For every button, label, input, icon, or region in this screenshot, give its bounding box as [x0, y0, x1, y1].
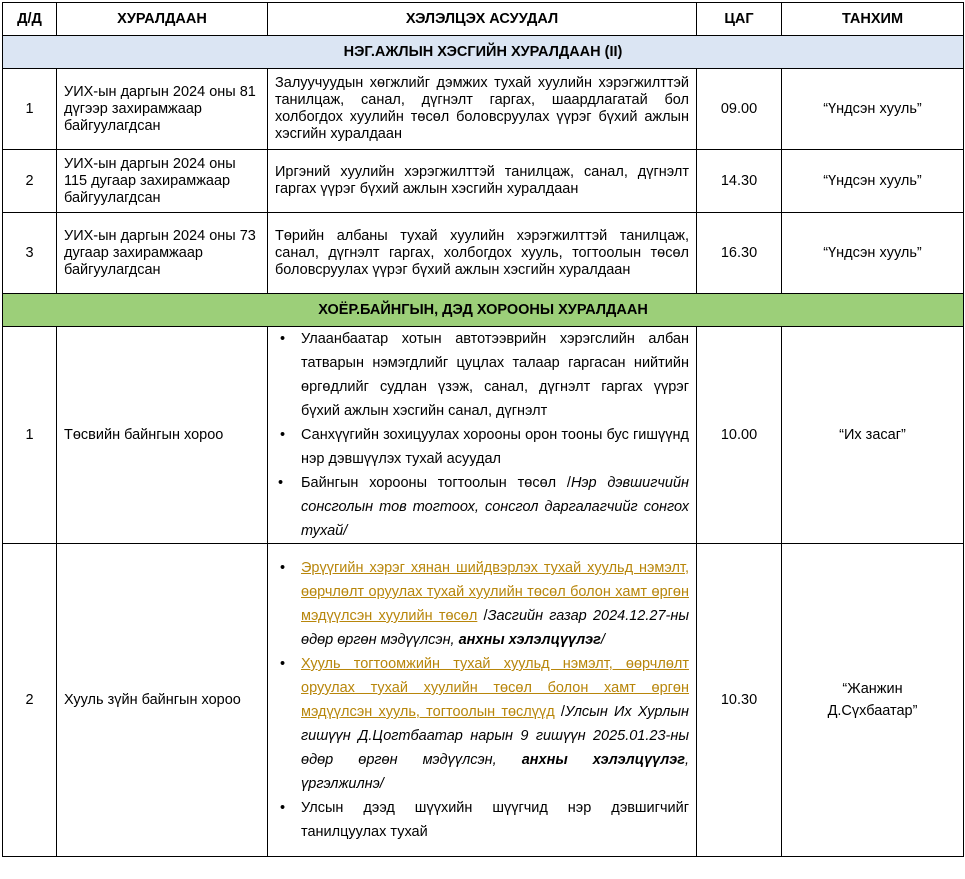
- meeting-name: Төсвийн байнгын хороо: [57, 327, 268, 544]
- meeting-room: “Үндсэн хууль”: [782, 150, 964, 213]
- room-name-line: “Жанжин: [842, 681, 903, 697]
- row-number: 1: [3, 327, 57, 544]
- header-num: Д/Д: [3, 3, 57, 36]
- list-item: [301, 652, 689, 796]
- agenda-item-note: Нэр дэвшигчийн сонсголын тов тогтоох, сонсгол даргалагчийг сонгох тухай: [301, 475, 689, 539]
- header-topic: ХЭЛЭЛЦЭХ АСУУДАЛ: [268, 3, 697, 36]
- bill-link[interactable]: Эрүүгийн хэрэг хянан шийдвэрлэх тухай хуульд нэмэлт, өөрчлөлт оруулах тухай хуулийн төсөл болон хамт өргөн мэдүүлсэн хуулийн төсөл: [301, 560, 689, 624]
- section-title: НЭГ.АЖЛЫН ХЭСГИЙН ХУРАЛДААН (II): [3, 36, 964, 69]
- agenda-item-note-end: /: [343, 523, 348, 539]
- table-row: [3, 150, 964, 213]
- agenda-topic: Төрийн албаны тухай хуулийн хэрэгжилттэй танилцаж, санал, дүгнэлт гаргах, холбогдох хууль, тогтоолын төсөл боловсруулах үүрэг бүхий ажлын хэсгийн хуралдаан: [268, 213, 697, 294]
- agenda-item-note: Засгийн газар 2024.12.27-ны өдөр өргөн мэдүүлсэн,: [301, 608, 689, 648]
- meeting-room: “Их засаг”: [782, 327, 964, 544]
- row-number: 3: [3, 213, 57, 294]
- agenda-item-bracket: /: [379, 776, 384, 792]
- agenda-list-cell: [268, 544, 697, 857]
- meeting-name: УИХ-ын даргын 2024 оны 81 дүгээр захирамжаар байгуулагдсан: [57, 69, 268, 150]
- section-header-committees: [3, 294, 964, 327]
- row-number: 2: [3, 150, 57, 213]
- agenda-topic: Залуучуудын хөгжлийг дэмжих тухай хуулийн хэрэгжилттэй танилцаж, санал, дүгнэлт гаргах, шаардлагатай бол холбогдох хуулийн төсөл боловсруулах үүрэг бүхий ажлын хэсгийн хуралдаан: [268, 69, 697, 150]
- section-title: ХОЁР.БАЙНГЫН, ДЭД ХОРООНЫ ХУРАЛДААН: [3, 294, 964, 327]
- agenda-item-stage: анхны хэлэлцүүлэг: [521, 752, 685, 768]
- meeting-name: УИХ-ын даргын 2024 оны 73 дугаар захирамжаар байгуулагдсан: [57, 213, 268, 294]
- list-item: [301, 796, 689, 844]
- table-row: [3, 544, 964, 857]
- agenda-list-cell: [268, 327, 697, 544]
- agenda-item-bracket: /: [600, 632, 605, 648]
- table-row: [3, 69, 964, 150]
- meeting-room: [782, 544, 964, 857]
- schedule-table: [2, 2, 964, 857]
- agenda-item-text: Байнгын хорооны тогтоолын төсөл /: [301, 475, 571, 491]
- meeting-time: 09.00: [697, 69, 782, 150]
- agenda-list: [275, 327, 689, 543]
- table-row: [3, 327, 964, 544]
- agenda-topic: Иргэний хуулийн хэрэгжилттэй танилцаж, санал, дүгнэлт гаргах үүрэг бүхий ажлын хэсгийн хуралдаан: [268, 150, 697, 213]
- bill-link[interactable]: Хууль тогтоомжийн тухай хуульд нэмэлт, өөрчлөлт оруулах тухай хуулийн төсөл болон хамт өргөн мэдүүлсэн хууль, тогтоолын төслүүд: [301, 656, 689, 720]
- list-item: [301, 423, 689, 471]
- table-row: [3, 213, 964, 294]
- agenda-item-bracket: /: [554, 704, 565, 720]
- header-time: ЦАГ: [697, 3, 782, 36]
- list-item: [301, 471, 689, 543]
- header-row: [3, 3, 964, 36]
- meeting-time: 10.30: [697, 544, 782, 857]
- section-header-working-groups: [3, 36, 964, 69]
- meeting-room: “Үндсэн хууль”: [782, 69, 964, 150]
- meeting-time: 14.30: [697, 150, 782, 213]
- meeting-time: 16.30: [697, 213, 782, 294]
- header-meeting: ХУРАЛДААН: [57, 3, 268, 36]
- list-item: [301, 556, 689, 652]
- agenda-list: [275, 556, 689, 844]
- header-room: ТАНХИМ: [782, 3, 964, 36]
- agenda-item-note: Улсын Их Хурлын гишүүн Д.Цогтбаатар нарын 9 гишүүн 2025.01.23-ны өдөр өргөн мэдүүлсэн,: [301, 704, 689, 768]
- agenda-item-text: Санхүүгийн зохицуулах хорооны орон тооны бус гишүүнд нэр дэвшүүлэх тухай асуудал: [301, 427, 689, 467]
- list-item: [301, 327, 689, 423]
- meeting-name: УИХ-ын даргын 2024 оны 115 дугаар захирамжаар байгуулагдсан: [57, 150, 268, 213]
- agenda-item-bracket: /: [477, 608, 488, 624]
- agenda-item-stage: анхны хэлэлцүүлэг: [458, 632, 601, 648]
- meeting-name: Хууль зүйн байнгын хороо: [57, 544, 268, 857]
- agenda-item-text: Улаанбаатар хотын автотээврийн хэрэгслийн албан татварын нэмэгдлийг цуцлах талаар гаргасан нийтийн өргөдлийг судлан үзэж, санал, дүгнэлт гаргах үүрэг бүхий ажлын хэсгийн санал, дүгнэлт: [301, 331, 689, 419]
- agenda-item-note-end: , үргэлжилнэ: [301, 752, 689, 792]
- row-number: 1: [3, 69, 57, 150]
- meeting-room: “Үндсэн хууль”: [782, 213, 964, 294]
- row-number: 2: [3, 544, 57, 857]
- room-name-line: Д.Сүхбаатар”: [827, 703, 918, 719]
- agenda-item-text: Улсын дээд шүүхийн шүүгчид нэр дэвшигчийг танилцуулах тухай: [301, 800, 689, 840]
- meeting-time: 10.00: [697, 327, 782, 544]
